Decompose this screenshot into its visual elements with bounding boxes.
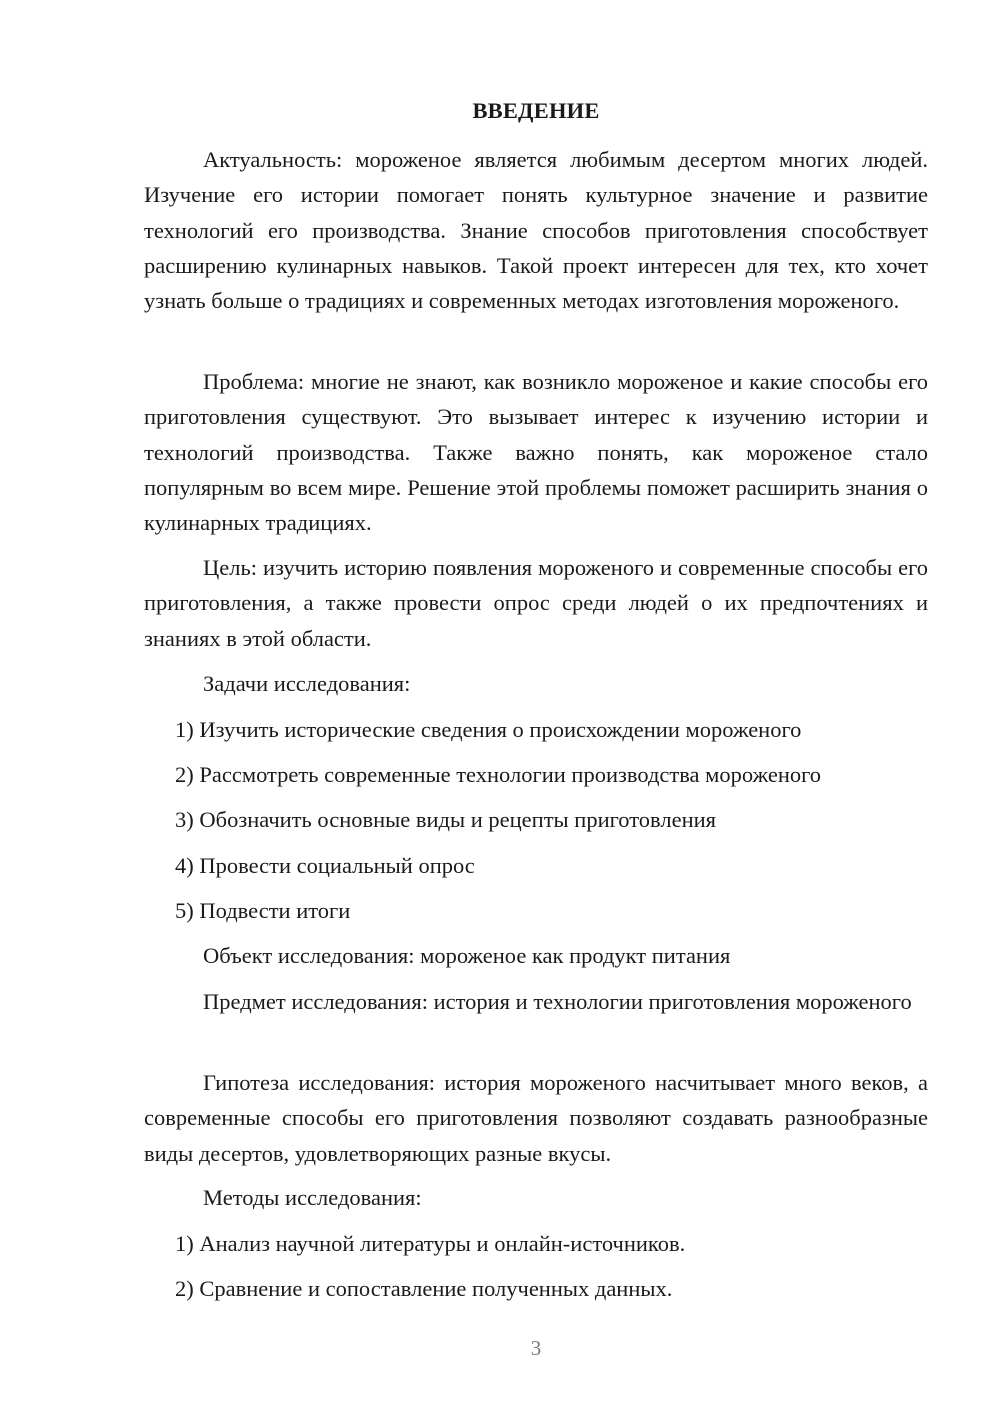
- page-title: ВВЕДЕНИЕ: [472, 98, 600, 123]
- task-item-5: 5) Подвести итоги: [175, 898, 351, 923]
- problem-paragraph: Проблема: многие не знают, как возникло мороженое и какие способы его приготовления существуют. Это вызывает интерес к изучению истории и технологий производства. Также важно понять, как мороженое стало популярным во всем мире. Решение этой проблемы поможет расширить знания о кулинарных традициях.: [144, 369, 928, 536]
- tasks-heading: Задачи исследования:: [203, 671, 411, 696]
- research-object: Объект исследования: мороженое как продукт питания: [203, 943, 731, 968]
- methods-heading: Методы исследования:: [203, 1185, 422, 1210]
- task-item-3: 3) Обозначить основные виды и рецепты приготовления: [175, 807, 716, 832]
- method-item-2: 2) Сравнение и сопоставление полученных данных.: [175, 1276, 673, 1301]
- method-item-1: 1) Анализ научной литературы и онлайн-источников.: [175, 1231, 686, 1256]
- relevance-paragraph: Актуальность: мороженое является любимым десертом многих людей. Изучение его истории помогает понять культурное значение и развитие технологий его производства. Знание способов приготовления способствует расширению кулинарных навыков. Такой проект интересен для тех, кто хочет узнать больше о традициях и современных методах изготовления мороженого.: [144, 147, 928, 314]
- task-item-1: 1) Изучить исторические сведения о происхождении мороженого: [175, 717, 802, 742]
- task-item-2: 2) Рассмотреть современные технологии производства мороженого: [175, 762, 822, 787]
- research-subject: Предмет исследования: история и технологии приготовления мороженого: [203, 989, 912, 1014]
- page-number: 3: [530, 1336, 542, 1360]
- document-page: [144, 0, 928, 1414]
- task-item-4: 4) Провести социальный опрос: [175, 853, 475, 878]
- goal-paragraph: Цель: изучить историю появления мороженого и современные способы его приготовления, а также провести опрос среди людей о их предпочтениях и знаниях в этой области.: [144, 555, 928, 651]
- hypothesis-paragraph: Гипотеза исследования: история мороженого насчитывает много веков, а современные способы его приготовления позволяют создавать разнообразные виды десертов, удовлетворяющих разные вкусы.: [144, 1070, 928, 1166]
